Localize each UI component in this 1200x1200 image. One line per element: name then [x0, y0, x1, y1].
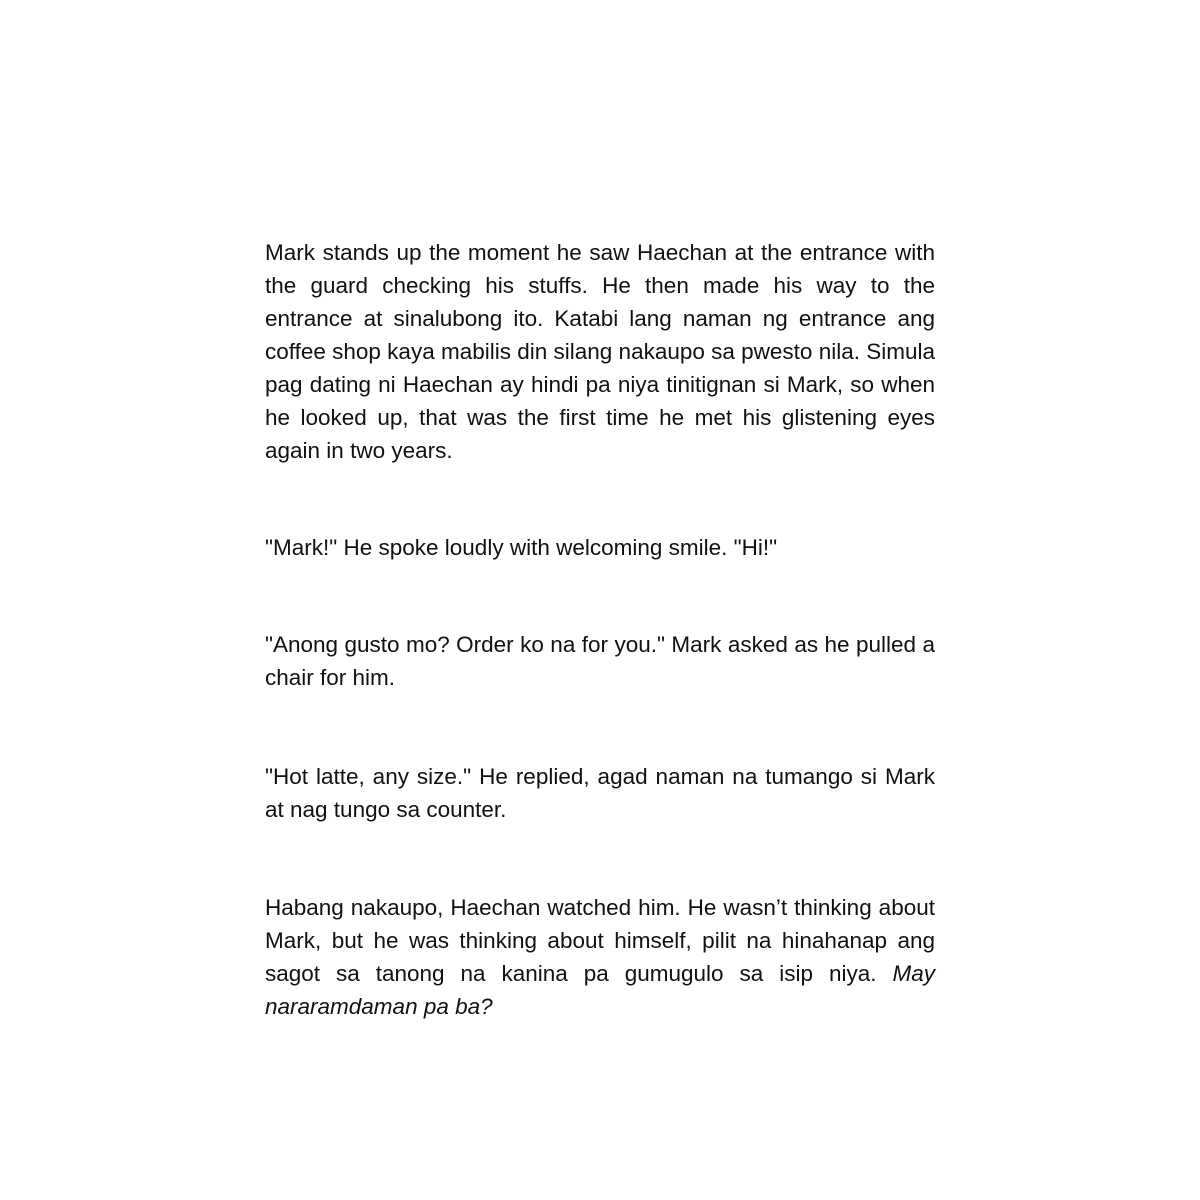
paragraph-text: Mark stands up the moment he saw Haechan at the entrance with the guard checking his stuffs. He then made his way to the entrance at sinalubong ito. Katabi lang naman ng entrance ang coffee shop kaya mabilis din silang nakaupo sa pwesto nila. Simula pag dating ni Haechan ay hindi pa niya tinitignan si Mark, so when he looked up, that was the first time he met his glistening eyes again in two years.: [265, 240, 935, 463]
paragraph-text: "Hot latte, any size." He replied, agad naman na tumango si Mark at nag tungo sa counter.: [265, 764, 935, 822]
dialogue-paragraph: [265, 760, 935, 826]
story-paragraph: [265, 891, 935, 1023]
dialogue-paragraph: [265, 628, 935, 694]
dialogue-paragraph: [265, 531, 935, 564]
paragraph-text: "Mark!" He spoke loudly with welcoming smile. "Hi!": [265, 535, 778, 560]
paragraph-text: [265, 891, 935, 1023]
paragraph-main-text: Habang nakaupo, Haechan watched him. He wasn’t thinking about Mark, but he was thinking about himself, pilit na hinahanap ang sagot sa tanong na kanina pa gumugulo sa isip niya.: [265, 895, 935, 986]
italic-inner-thought: May nararamdaman pa ba?: [265, 961, 935, 1019]
story-paragraph: [265, 236, 935, 467]
paragraph-text: "Anong gusto mo? Order ko na for you." Mark asked as he pulled a chair for him.: [265, 632, 935, 690]
